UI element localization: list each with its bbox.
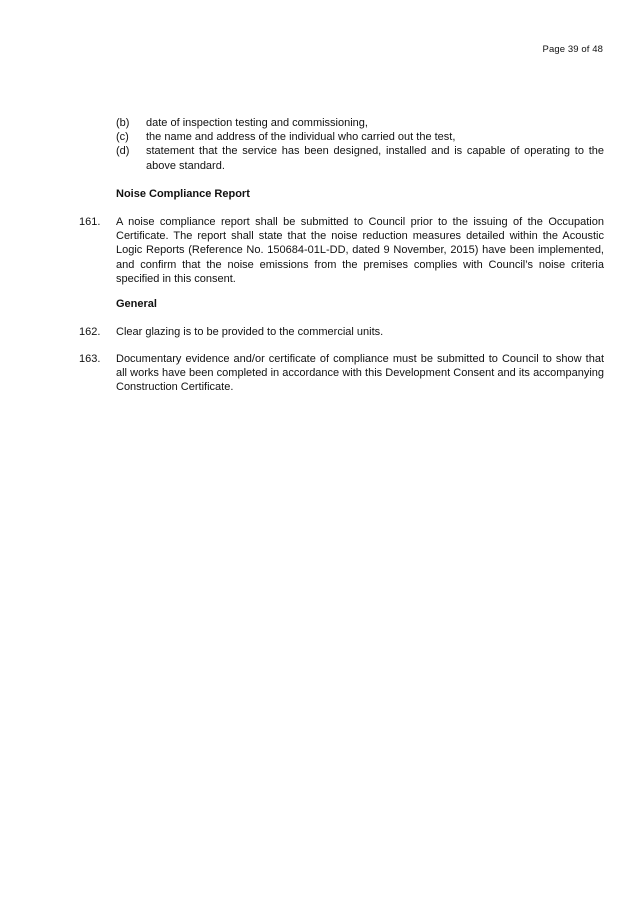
condition-161 bbox=[79, 215, 604, 286]
section-heading-noise: Noise Compliance Report bbox=[116, 188, 250, 200]
list-item bbox=[116, 116, 604, 130]
list-item-marker: (c) bbox=[116, 131, 129, 144]
condition-number: 161. bbox=[79, 216, 101, 228]
list-item-text: statement that the service has been designed, installed and is capable of operating to the above standard. bbox=[146, 145, 604, 172]
condition-number: 163. bbox=[79, 353, 101, 365]
condition-162 bbox=[79, 325, 604, 339]
section-heading-general: General bbox=[116, 298, 157, 310]
page-number: Page 39 of 48 bbox=[542, 44, 603, 55]
list-item-text: the name and address of the individual who carried out the test, bbox=[146, 131, 456, 144]
condition-number: 162. bbox=[79, 326, 101, 338]
list-item-text: date of inspection testing and commissioning, bbox=[146, 117, 368, 129]
condition-text: Clear glazing is to be provided to the commercial units. bbox=[116, 326, 384, 338]
lettered-list bbox=[116, 116, 604, 173]
condition-text: Documentary evidence and/or certificate of compliance must be submitted to Council to show that all works have been completed in accordance with this Development Consent and its accompanying Construction Certificate. bbox=[116, 353, 604, 394]
list-item bbox=[116, 144, 604, 172]
condition-163 bbox=[79, 352, 604, 395]
list-item bbox=[116, 130, 604, 144]
list-item-marker: (b) bbox=[116, 117, 130, 129]
list-item-marker: (d) bbox=[116, 145, 130, 158]
condition-text: A noise compliance report shall be submitted to Council prior to the issuing of the Occupation Certificate. The report shall state that the noise reduction measures detailed within the Acoustic Logic Reports (Reference No. 150684-01L-DD, dated 9 November, 2015) have been implemented, and confirm that the noise emissions from the premises complies with Council’s noise criteria specified in this consent. bbox=[116, 216, 604, 285]
